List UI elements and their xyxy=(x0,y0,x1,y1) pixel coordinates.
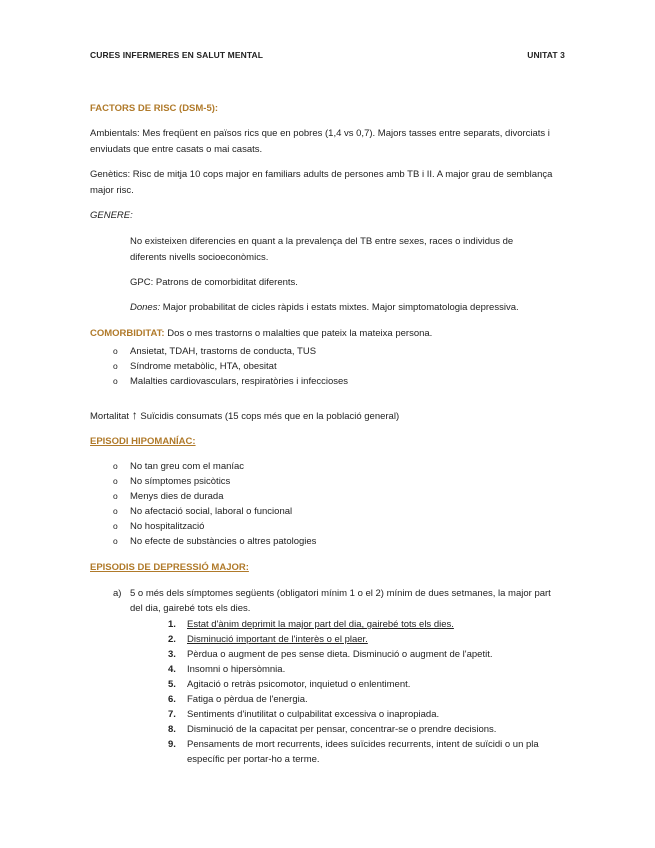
genetics-label: Genètics: xyxy=(90,169,131,180)
list-item: o No tan greu com el maníac xyxy=(113,459,316,474)
list-item: 6. Fatiga o pèrdua de l'energia. xyxy=(168,694,308,705)
dones-label: Dones: xyxy=(130,302,161,313)
header-unit: UNITAT 3 xyxy=(527,50,565,60)
list-item: 7. Sentiments d'inutilitat o culpabilitat excessiva o inapropiada. xyxy=(168,709,440,720)
comorbiditat-text: Dos o mes trastorns o malalties que pateix la mateixa persona. xyxy=(167,328,433,339)
comorbiditat-paragraph xyxy=(90,326,568,342)
mortalitat-paragraph xyxy=(90,407,568,425)
depressio-heading: EPISODIS DE DEPRESSIÓ MAJOR: xyxy=(90,562,249,573)
genetics-paragraph xyxy=(90,167,568,199)
list-item: o Síndrome metabòlic, HTA, obesitat xyxy=(113,359,348,374)
ambientals-label: Ambientals: xyxy=(90,128,140,139)
list-item: o Menys dies de durada xyxy=(113,489,316,504)
list-item: o No efecte de substàncies o altres patologies xyxy=(113,534,316,549)
list-item: 1. Estat d'ànim deprimit la major part del dia, gairebé tots els dies. xyxy=(168,619,454,630)
list-item: 2. Disminució important de l'interès o el plaer. xyxy=(168,634,368,645)
factors-heading: FACTORS DE RISC (DSM-5): xyxy=(90,103,219,114)
list-item: 3. Pèrdua o augment de pes sense dieta. Disminució o augment de l'apetit. xyxy=(168,649,493,660)
dones-text: Major probabilitat de cicles ràpids i estats mixtes. Major simptomatologia depressiva. xyxy=(162,302,519,313)
header-course-title: CURES INFERMERES EN SALUT MENTAL xyxy=(90,50,264,60)
list-item: o No afectació social, laboral o funcional xyxy=(113,504,316,519)
mortalitat-label: Mortalitat xyxy=(90,411,130,422)
ambientals-text: Mes freqüent en països rics que en pobres (1,4 vs 0,7). Majors tasses entre separats, divorciats i enviudats que entre casats o mai casats. xyxy=(90,128,550,155)
hipomaniac-heading: EPISODI HIPOMANÍAC: xyxy=(90,436,196,447)
comorbiditat-list xyxy=(113,344,348,389)
depressio-a-text: 5 o més dels símptomes següents (obligatori mínim 1 o el 2) mínim de dues setmanes, la major part del dia, gairebé tots els dies. xyxy=(130,588,551,614)
ambientals-paragraph xyxy=(90,126,568,158)
genere-paragraph-2: GPC: Patrons de comorbiditat diferents. xyxy=(130,277,298,288)
depressio-a-label: a) xyxy=(113,588,122,599)
list-item: o Ansietat, TDAH, trastorns de conducta, TUS xyxy=(113,344,348,359)
depressio-symptom-list xyxy=(164,617,564,767)
genere-label: GENERE: xyxy=(90,210,133,221)
list-item: 9. Pensaments de mort recurrents, idees suïcides recurrents, intent de suïcidi o un pla específic per portar-ho a terme. xyxy=(168,739,539,765)
list-item: 5. Agitació o retràs psicomotor, inquietud o enlentiment. xyxy=(168,679,411,690)
list-item: o Malalties cardiovasculars, respiratòries i infeccioses xyxy=(113,374,348,389)
genetics-text: Risc de mitja 10 cops major en familiars adults de persones amb TB i II. A major grau de semblança major risc. xyxy=(90,169,553,196)
genere-paragraph-3 xyxy=(130,300,540,316)
list-item: o No símptomes psicòtics xyxy=(113,474,316,489)
list-item: o No hospitalització xyxy=(113,519,316,534)
list-item: 8. Disminució de la capacitat per pensar, concentrar-se o prendre decisions. xyxy=(168,724,497,735)
hipomaniac-list xyxy=(113,459,316,549)
comorbiditat-heading: COMORBIDITAT: xyxy=(90,328,165,339)
list-item: 4. Insomni o hipersòmnia. xyxy=(168,664,286,675)
arrow-up-icon: ↑ xyxy=(131,408,138,422)
mortalitat-text: Suïcidis consumats (15 cops més que en la població general) xyxy=(140,411,400,422)
genere-paragraph-1: No existeixen diferencies en quant a la prevalença del TB entre sexes, races o individus de diferents nivells socioeconòmics. xyxy=(130,236,514,263)
